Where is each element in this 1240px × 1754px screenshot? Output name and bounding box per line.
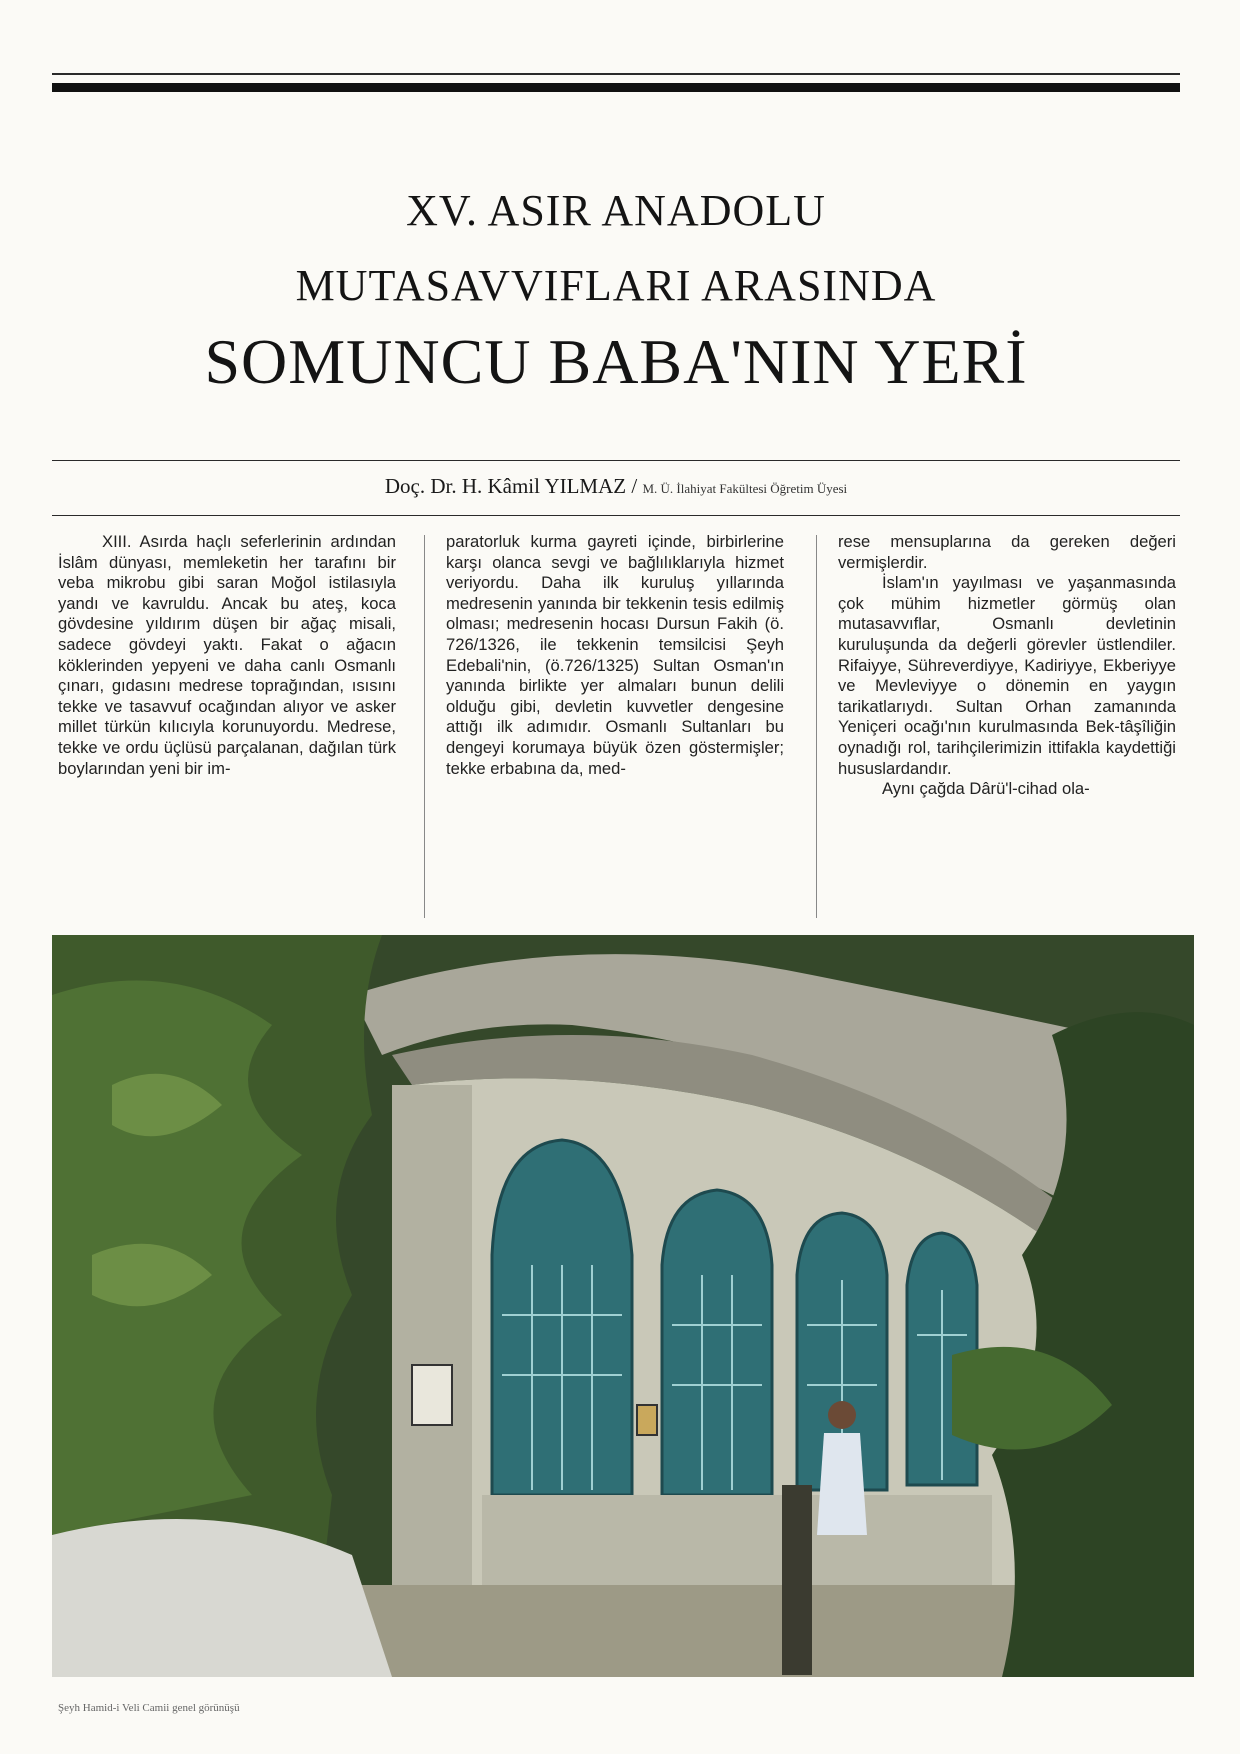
byline-rule-bottom — [52, 515, 1180, 516]
paragraph: rese mensuplarına da gereken değeri vermişlerdir. — [838, 532, 1176, 572]
byline — [52, 474, 1180, 499]
title-line-3: SOMUNCU BABA'NIN YERİ — [204, 326, 1028, 397]
header-rule-thick — [52, 83, 1180, 92]
title-line-1: XV. ASIR ANADOLU — [406, 186, 826, 235]
paragraph: XIII. Asırda haçlı seferlerinin ardından İslâm dünyası, memleketin her tarafını bir veba mikrobu gibi saran Moğol istilasıyla yandı ve kavruldu. Ancak bu ateş, koca gövdesine yıldırım düşen bir ağaç misali, sadece gövdeyi yaktı. Fakat o ağacın köklerinden yepyeni ve daha canlı Osmanlı çınarı, gıdasını medrese toprağından, ısısını tekke ve tasavvuf ocağından alıyor ve asker millet türkün kılıcıyla korunuyordu. Medrese, tekke ve ordu üçlüsü parçalanan, dağılan türk boylarından yeni bir im- — [58, 532, 396, 778]
column-divider — [816, 535, 817, 918]
title-line-2: MUTASAVVIFLARI ARASINDA — [295, 261, 937, 310]
photo-caption: Şeyh Hamid-i Veli Camii genel görünüşü — [58, 1702, 240, 1714]
column-divider — [424, 535, 425, 918]
mosque-illustration — [52, 935, 1194, 1677]
text-column-2 — [446, 532, 784, 922]
paragraph: paratorluk kurma gayreti içinde, birbirlerine karşı olanca sevgi ve bağlılıklarıyla hizmet veriyordu. Daha ilk kuruluş yıllarında medresenin yanında bir tekkenin tesis edilmiş olması; medresenin hocası Dursun Fakih (ö. 726/1326, ile tekkenin temsilcisi Şeyh Edebali'nin, (ö.726/1325) Sultan Osman'ın yanında birlikte yer almaları bunun delili olduğu gibi, devletin kuvvetler dengesine attığı ilk adımıdır. Osmanlı Sultanları bu dengeyi korumaya büyük özen göstermişler; tekke erbabına da, med- — [446, 532, 784, 778]
byline-rule-top — [52, 460, 1180, 461]
paragraph: İslam'ın yayılması ve yaşanmasında çok mühim hizmetler görmüş olan mutasavvıflar, Osmanlı devletinin kuruluşunda da değerli görevler üstlendiler. Rifaiyye, Sühreverdiyye, Kadiriyye, Ekberiyye ve Mevleviyye o dönemin en yaygın tarikatlarıydı. Sultan Orhan zamanında Yeniçeri ocağı'nın kurulmasında Bek-tâşîliğin oynadığı rol, tarihçilerimizin ittifakla kaydettiği hususlardandır. — [838, 573, 1176, 778]
author-name: Doç. Dr. H. Kâmil YILMAZ — [384, 474, 627, 498]
byline-separator: / — [626, 474, 643, 498]
mosque-photo — [52, 935, 1194, 1677]
paragraph: Aynı çağda Dârü'l-cihad ola- — [882, 779, 1090, 799]
text-column-1 — [58, 532, 396, 922]
author-affiliation: M. Ü. İlahiyat Fakültesi Öğretim Üyesi — [642, 481, 848, 496]
header-rule-thin — [52, 73, 1180, 75]
text-column-3 — [838, 532, 1176, 922]
